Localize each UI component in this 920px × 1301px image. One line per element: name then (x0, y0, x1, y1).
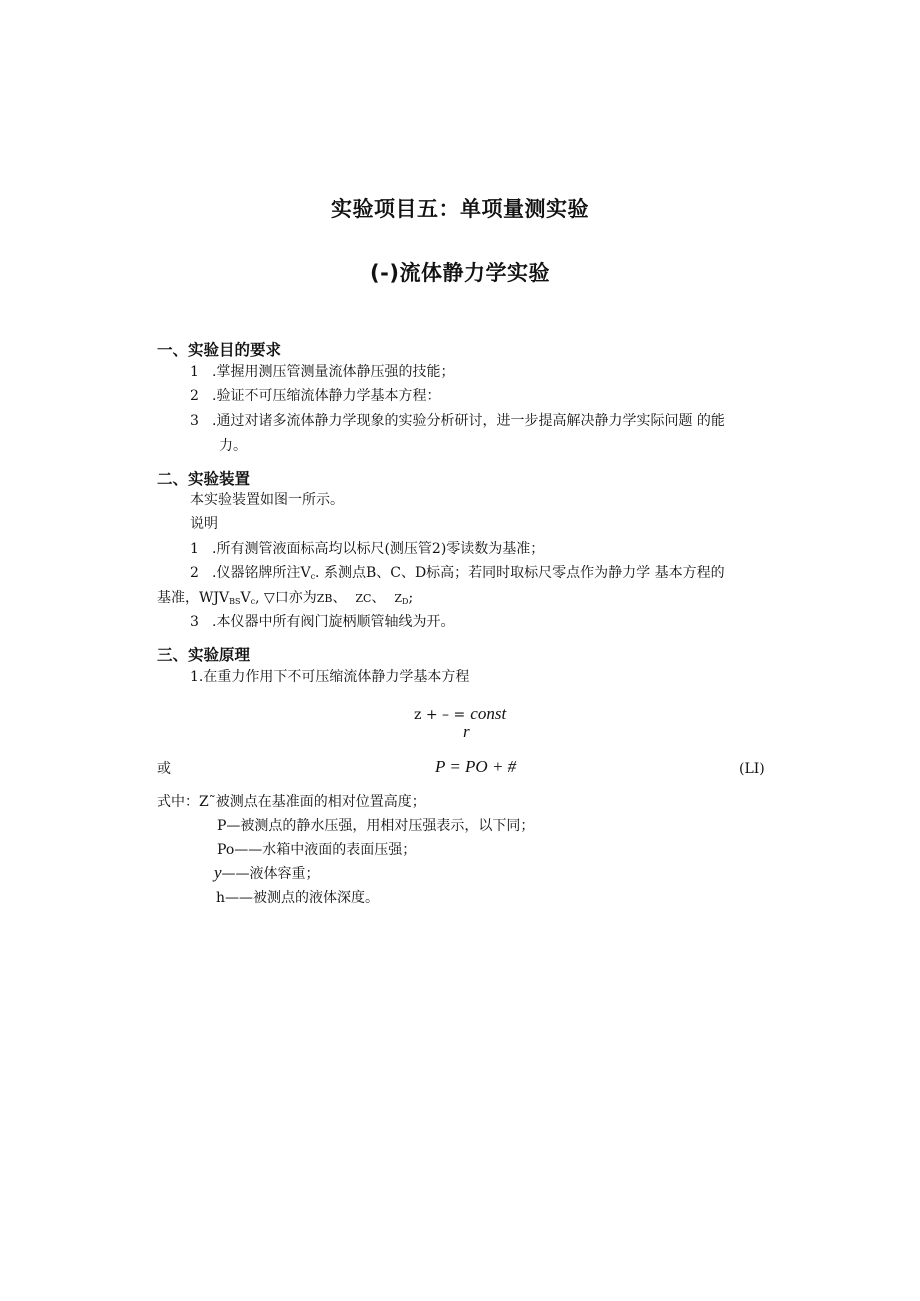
definition-po: Po——水箱中液面的表面压强； (217, 842, 417, 858)
item-number: 3 (190, 413, 199, 429)
objective-item-3-continuation: 力。 (219, 438, 247, 454)
objective-item-2 (190, 385, 440, 407)
apparatus-intro: 本实验装置如图一所示。 (190, 492, 344, 508)
item-number: 1 (190, 364, 199, 380)
equation-number: (LI) (739, 761, 765, 777)
definition-p: P—被测点的静水压强，用相对压强表示，以下同； (217, 818, 535, 834)
definition-text: ——液体容重； (221, 866, 320, 882)
item-text: ; (408, 590, 414, 606)
section-heading-apparatus: 二、实验装置 (157, 470, 251, 488)
item-text: .本仪器中所有阀门旋柄顺管轴线为开。 (212, 614, 455, 630)
symbol-zb: ZB (316, 592, 333, 605)
note-item-2-line1 (190, 562, 725, 588)
page-title: 实验项目五：单项量测实验 (331, 197, 589, 221)
page-subtitle: (-)流体静力学实验 (370, 261, 550, 285)
note-item-3 (190, 611, 454, 633)
subscript: c (310, 572, 316, 581)
subscript: BS (229, 597, 241, 606)
or-label: 或 (157, 761, 171, 777)
item-text: .掌握用测压管测量流体静压强的技能； (212, 364, 455, 380)
item-text: .验证不可压缩流体静力学基本方程： (212, 388, 441, 404)
item-text: . 系测点B、C、D标高；若同时取标尺零点作为静力学 基本方程的 (315, 565, 725, 581)
equation-1-left: z + – = (414, 707, 466, 723)
definition-gamma (214, 862, 320, 885)
objective-item-3 (190, 410, 725, 432)
separator: 、 (332, 590, 347, 606)
equation-1 (414, 704, 506, 724)
gamma-symbol: y (214, 863, 222, 882)
item-number: 2 (190, 565, 199, 581)
item-text: .所有测管液面标高均以标尺(测压管2)零读数为基准； (212, 541, 545, 557)
definition-z (157, 791, 426, 813)
subscript: D (402, 597, 409, 606)
objective-item-1 (190, 361, 454, 383)
note-label: 说明 (190, 516, 218, 532)
item-number: 3 (190, 614, 199, 630)
subscript: c (250, 597, 256, 606)
item-number: 2 (190, 388, 199, 404)
item-text: .通过对诸多流体静力学现象的实验分析研讨，进一步提高解决静力学实际问题 的能 (212, 413, 725, 429)
symbol-zd: Z (394, 592, 403, 605)
item-text: V (240, 590, 251, 606)
symbol-zc: ZC (355, 592, 372, 605)
section-heading-objectives: 一、实验目的要求 (157, 341, 282, 359)
equation-1-denominator: r (463, 722, 470, 741)
item-text: , ▽口亦为 (255, 590, 317, 606)
item-text: .仪器铭牌所注V (212, 565, 311, 581)
section-heading-principle: 三、实验原理 (157, 646, 251, 664)
principle-item-1: 1.在重力作用下不可压缩流体静力学基本方程 (190, 669, 470, 685)
item-number: 1 (190, 541, 199, 557)
definition-text: Z˜被测点在基准面的相对位置高度； (199, 794, 426, 810)
where-label: 式中： (157, 794, 199, 810)
equation-1-const: const (470, 704, 507, 723)
equation-2: P = PO + # (435, 757, 517, 776)
item-text: 基准，WJV (157, 590, 230, 606)
definition-h: h——被测点的液体深度。 (216, 890, 380, 906)
note-item-1 (190, 538, 544, 560)
note-item-2-line2 (157, 587, 413, 613)
separator: 、 (371, 590, 386, 606)
